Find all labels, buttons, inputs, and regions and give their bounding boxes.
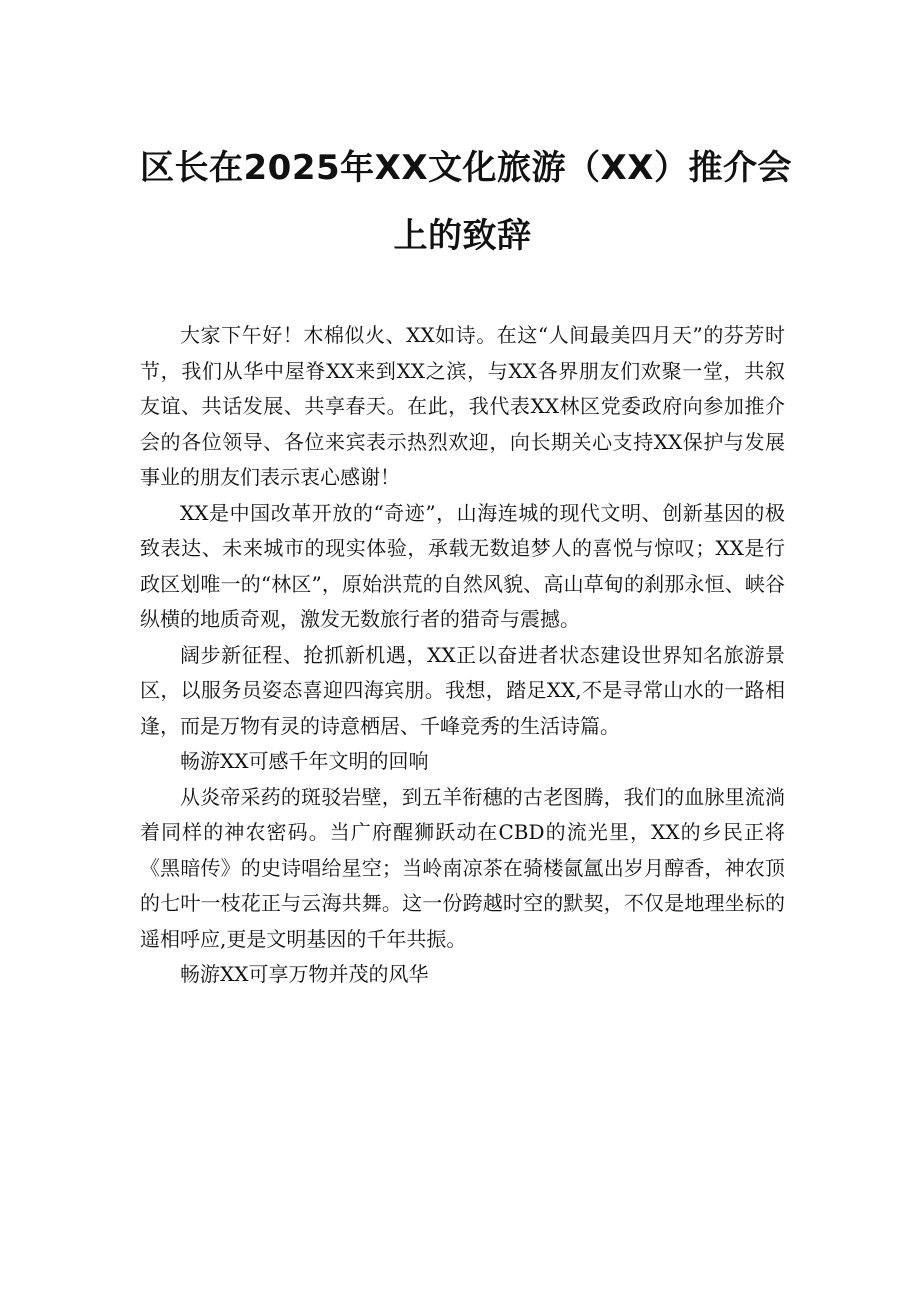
section-heading-civilization: 畅游XX可感千年文明的回响 [180, 749, 429, 773]
paragraph-civilization: 从炎帝采药的斑驳岩壁，到五羊衔穗的古老图腾，我们的血脉里流淌着同样的神农密码。当广府醒狮跃动在CBD的流光里，XX的乡民正将《黑暗传》的史诗唱给星空；当岭南凉茶在骑楼氤氲出岁月醇香，神农顶的七叶一枝花正与云海共舞。这一份跨越时空的默契，不仅是地理坐标的遥相呼应,更是文明基因的千年共振。 [140, 784, 785, 951]
paragraph-greeting: 大家下午好！木棉似火、XX如诗。在这“人间最美四月天”的芬芳时节，我们从华中屋脊XX来到XX之滨，与XX各界朋友们欢聚一堂，共叙友谊、共话发展、共享春天。在此，我代表XX林区党委政府向参加推介会的各位领导、各位来宾表示热烈欢迎，向长期关心支持XX保护与发展事业的朋友们表示衷心感谢！ [140, 323, 785, 489]
document-body [140, 318, 785, 993]
paragraph-new-journey: 阔步新征程、抢抓新机遇，XX正以奋进者状态建设世界知名旅游景区，以服务员姿态喜迎四海宾朋。我想，踏足XX,不是寻常山水的一路相逢，而是万物有灵的诗意栖居、千峰竞秀的生活诗篇。 [140, 642, 785, 738]
paragraph-introduction: XX是中国改革开放的“奇迹”，山海连城的现代文明、创新基因的极致表达、未来城市的现实体验，承载无数追梦人的喜悦与惊叹；XX是行政区划唯一的“林区”，原始洪荒的自然风貌、高山草甸的刹那永恒、峡谷纵横的地质奇观，激发无数旅行者的猎奇与震撼。 [140, 500, 785, 631]
document-title-line-2: 上的致辞 [393, 216, 532, 256]
document-title-line-1: 区长在2025年XX文化旅游（XX）推介会 [140, 148, 792, 188]
section-heading-nature: 畅游XX可享万物并茂的风华 [180, 962, 429, 986]
